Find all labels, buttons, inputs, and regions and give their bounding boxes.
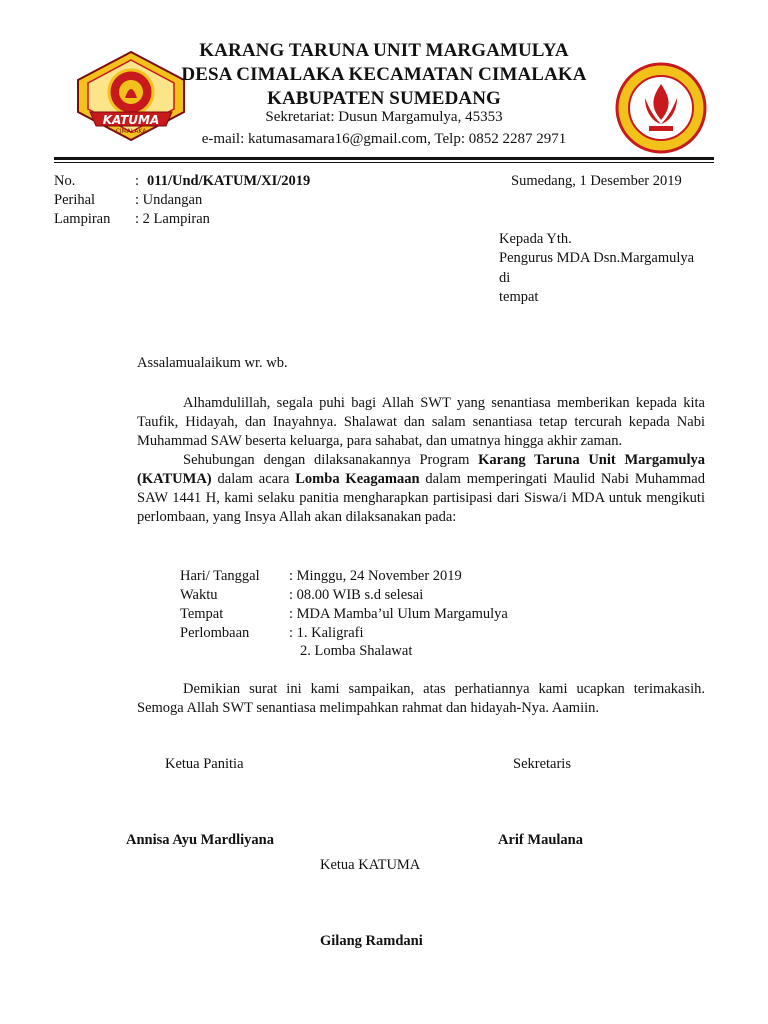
day-value: : Minggu, 24 November 2019 <box>289 568 462 584</box>
p2-program-name: Karang Taruna Unit Margamulya (KATUMA) <box>137 452 706 487</box>
logo-sub-text: CIMALAKA <box>115 128 147 135</box>
letter-date: Sumedang, 1 Desember 2019 <box>511 173 682 189</box>
paragraph-opening-text: Alhamdulillah, segala puhi bagi Allah SWT yang senantiasa memberikan kepada kita Taufik, Hidayah, dan Inayahnya. Shalawat dan salam senantiasa tetap tercurah kepada Nabi Muhammad SAW beserta keluarga, para sahabat, dan umatnya hingga akhir zaman. <box>137 395 705 449</box>
no-value: 011/Und/KATUM/XI/2019 <box>147 173 311 189</box>
competition-item-1: : 1. Kaligrafi <box>289 625 364 641</box>
head-title: Ketua KATUMA <box>320 857 421 873</box>
village-district: DESA CIMALAKA KECAMATAN CIMALAKA <box>181 64 587 85</box>
recipient-line-3: di <box>499 270 511 286</box>
regency: KABUPATEN SUMEDANG <box>267 88 501 109</box>
p2-part-e: dalam memperingati Maulid Nabi Muhammad SAW 1441 H, kami selaku panitia mengharapkan partisipasi dari Siswa/i MDA untuk mengikuti perlombaan, yang Insya Allah akan dilaksanakan pada: <box>137 471 705 525</box>
no-colon: : <box>135 173 140 189</box>
place-label: Tempat <box>180 606 224 622</box>
perihal-label: Perihal <box>54 192 96 208</box>
chair-title: Ketua Panitia <box>165 756 244 772</box>
perihal-value: : Undangan <box>135 192 203 208</box>
lampiran-label: Lampiran <box>54 211 111 227</box>
lampiran-value: : 2 Lampiran <box>135 211 210 227</box>
day-label: Hari/ Tanggal <box>180 568 260 584</box>
p2-event-name: Lomba Keagamaan <box>295 471 420 487</box>
secretariat-address: Sekretariat: Dusun Margamulya, 45353 <box>265 109 503 125</box>
letterhead-rule-thin <box>54 162 714 163</box>
competition-item-2: 2. Lomba Shalawat <box>300 643 413 659</box>
contact-info: e-mail: katumasamara16@gmail.com, Telp: 0852 2287 2971 <box>201 131 567 147</box>
time-value: : 08.00 WIB s.d selesai <box>289 587 424 603</box>
chair-name: Annisa Ayu Mardliyana <box>126 832 274 848</box>
paragraph-program <box>137 451 705 527</box>
paragraph-closing <box>137 680 705 718</box>
time-label: Waktu <box>180 587 218 603</box>
place-value: : MDA Mamba’ul Ulum Margamulya <box>289 606 508 622</box>
greeting: Assalamualaikum wr. wb. <box>137 355 288 371</box>
p2-part-c: dalam acara <box>211 471 296 487</box>
recipient-line-2: Pengurus MDA Dsn.Margamulya <box>499 250 695 266</box>
secretary-name: Arif Maulana <box>498 832 583 848</box>
org-name: KARANG TARUNA UNIT MARGAMULYA <box>199 40 569 61</box>
closing-text: Demikian surat ini kami sampaikan, atas perhatiannya kami ucapkan terimakasih. Semoga Allah SWT senantiasa melimpahkan rahmat dan hidayah-Nya. Aamiin. <box>137 681 705 716</box>
secretary-title: Sekretaris <box>513 756 571 772</box>
recipient-line-4: tempat <box>499 289 539 305</box>
competition-label: Perlombaan <box>180 625 250 641</box>
head-name: Gilang Ramdani <box>320 933 423 949</box>
logo-banner-text: KATUMA <box>102 113 160 127</box>
no-label: No. <box>54 173 76 189</box>
recipient-line-1: Kepada Yth. <box>499 231 572 247</box>
paragraph-opening <box>137 394 705 451</box>
p2-part-a: Sehubungan dengan dilaksanakannya Program <box>183 452 479 468</box>
letterhead-rule-thick <box>54 157 714 160</box>
